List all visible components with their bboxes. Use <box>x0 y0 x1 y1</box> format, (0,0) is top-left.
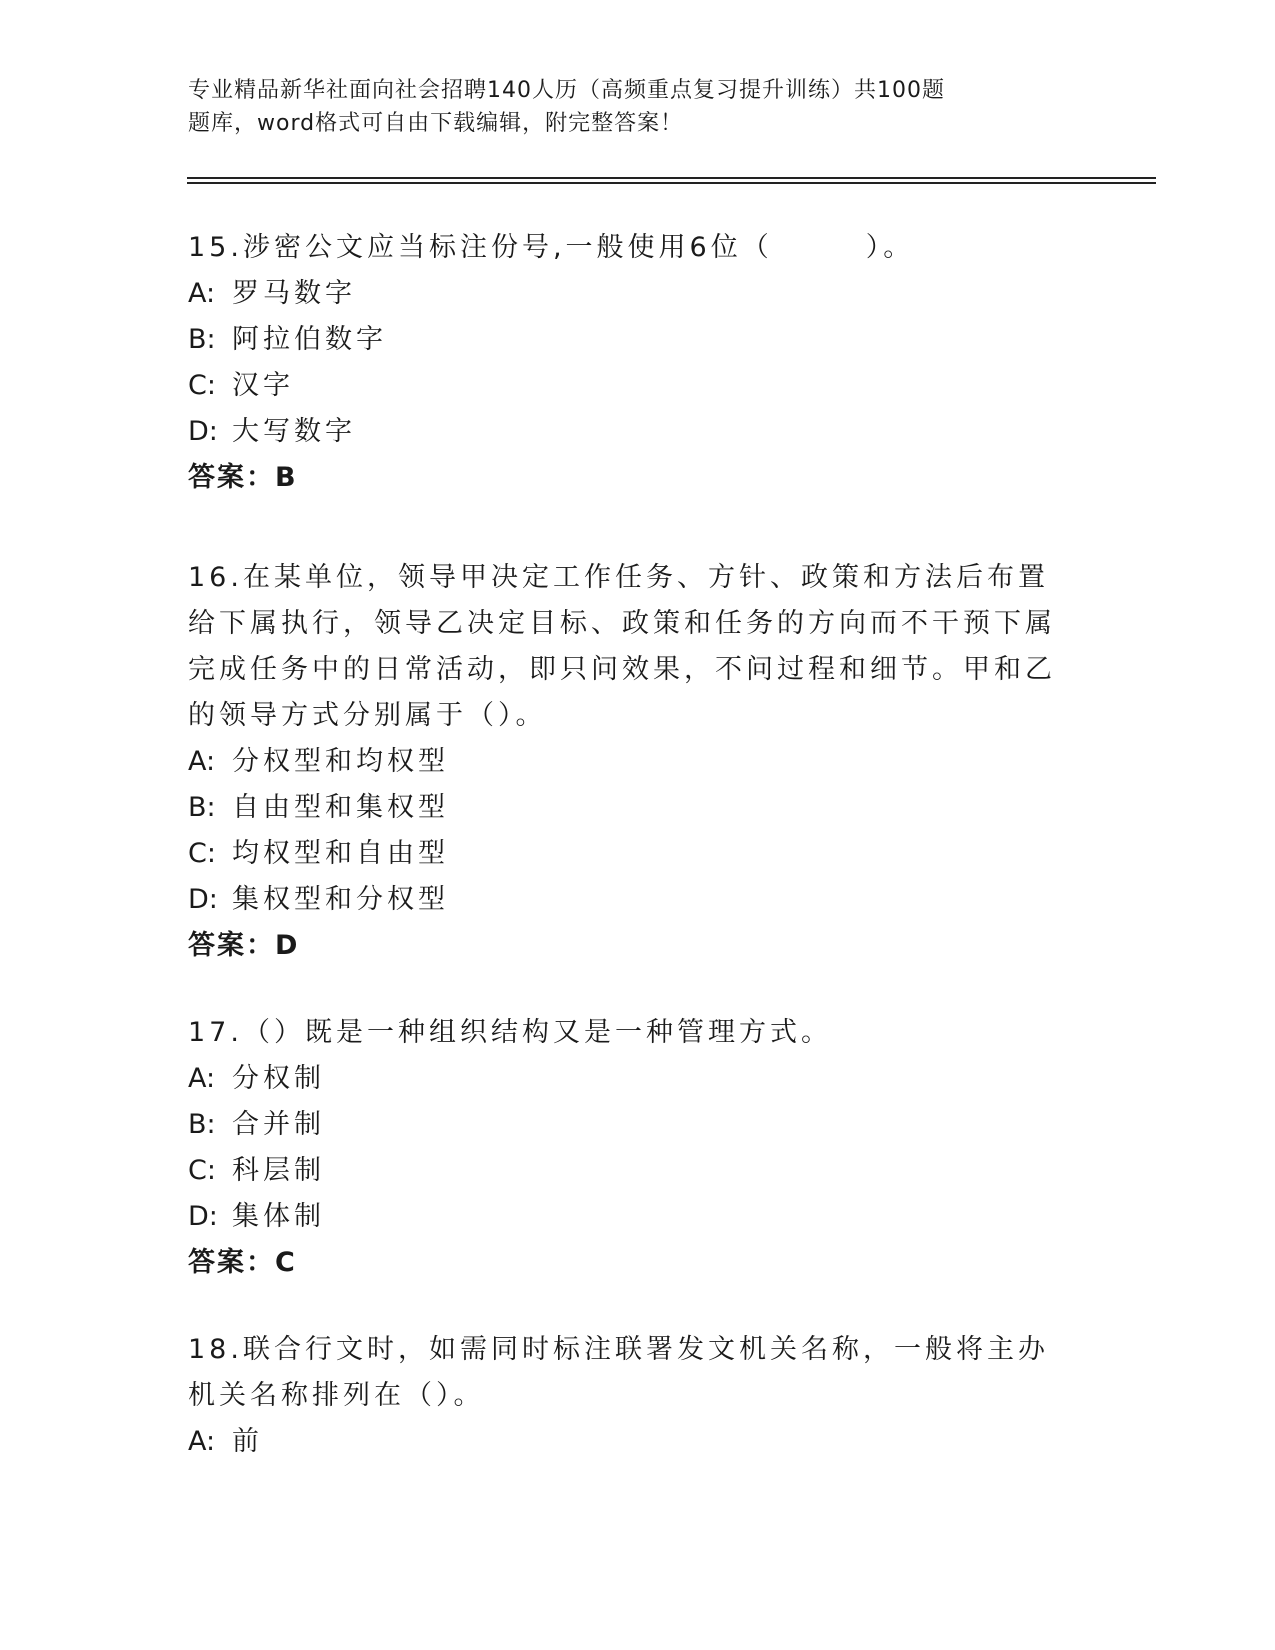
option-text: 科层制 <box>232 1155 325 1186</box>
question-17 <box>188 1010 1078 1286</box>
answer-label: 答案：D <box>188 930 300 961</box>
header-divider-second <box>187 182 1156 184</box>
option-letter: B: <box>188 324 216 355</box>
option-b <box>188 785 1078 831</box>
option-letter: C: <box>188 1155 216 1186</box>
option-a <box>188 1056 1078 1102</box>
option-text: 前 <box>232 1426 263 1457</box>
question-stem: 16.在某单位，领导甲决定工作任务、方针、政策和方法后布置给下属执行，领导乙决定目标、政策和任务的方向而不干预下属完成任务中的日常活动，即只问效果，不问过程和细节。甲和乙的领导方式分别属于（）。 <box>188 562 1056 731</box>
option-d <box>188 1194 1078 1240</box>
option-text: 分权制 <box>232 1063 325 1094</box>
option-text: 均权型和自由型 <box>232 838 449 869</box>
document-header <box>188 74 1068 140</box>
option-letter: D: <box>188 1201 218 1232</box>
header-line-1: 专业精品新华社面向社会招聘140人历（高频重点复习提升训练）共100题 <box>188 78 945 103</box>
question-16 <box>188 555 1078 969</box>
question-stem: 17.（）既是一种组织结构又是一种管理方式。 <box>188 1017 832 1048</box>
question-15 <box>188 225 1078 501</box>
option-text: 汉字 <box>232 370 294 401</box>
option-c <box>188 1148 1078 1194</box>
answer-label: 答案：B <box>188 462 298 493</box>
option-letter: C: <box>188 370 216 401</box>
option-letter: B: <box>188 792 216 823</box>
option-b <box>188 1102 1078 1148</box>
option-c <box>188 831 1078 877</box>
question-stem: 15.涉密公文应当标注份号,一般使用6位（ ）。 <box>188 232 915 263</box>
answer-label: 答案：C <box>188 1247 297 1278</box>
question-18 <box>188 1327 1078 1465</box>
header-divider <box>187 177 1156 179</box>
option-letter: C: <box>188 838 216 869</box>
option-b <box>188 317 1078 363</box>
option-text: 集权型和分权型 <box>232 884 449 915</box>
option-text: 自由型和集权型 <box>232 792 449 823</box>
question-stem: 18.联合行文时，如需同时标注联署发文机关名称，一般将主办机关名称排列在（）。 <box>188 1334 1049 1411</box>
option-a <box>188 271 1078 317</box>
option-text: 阿拉伯数字 <box>232 324 387 355</box>
option-c <box>188 363 1078 409</box>
option-a <box>188 739 1078 785</box>
option-text: 大写数字 <box>232 416 356 447</box>
option-text: 分权型和均权型 <box>232 746 449 777</box>
option-a <box>188 1419 1078 1465</box>
option-letter: A: <box>188 1426 216 1457</box>
option-text: 罗马数字 <box>232 278 356 309</box>
option-letter: A: <box>188 746 216 777</box>
option-d <box>188 409 1078 455</box>
option-letter: D: <box>188 884 218 915</box>
option-text: 合并制 <box>232 1109 325 1140</box>
option-letter: A: <box>188 278 216 309</box>
header-line-2: 题库，word格式可自由下载编辑，附完整答案！ <box>188 111 684 136</box>
option-letter: A: <box>188 1063 216 1094</box>
option-d <box>188 877 1078 923</box>
option-letter: D: <box>188 416 218 447</box>
option-text: 集体制 <box>232 1201 325 1232</box>
option-letter: B: <box>188 1109 216 1140</box>
